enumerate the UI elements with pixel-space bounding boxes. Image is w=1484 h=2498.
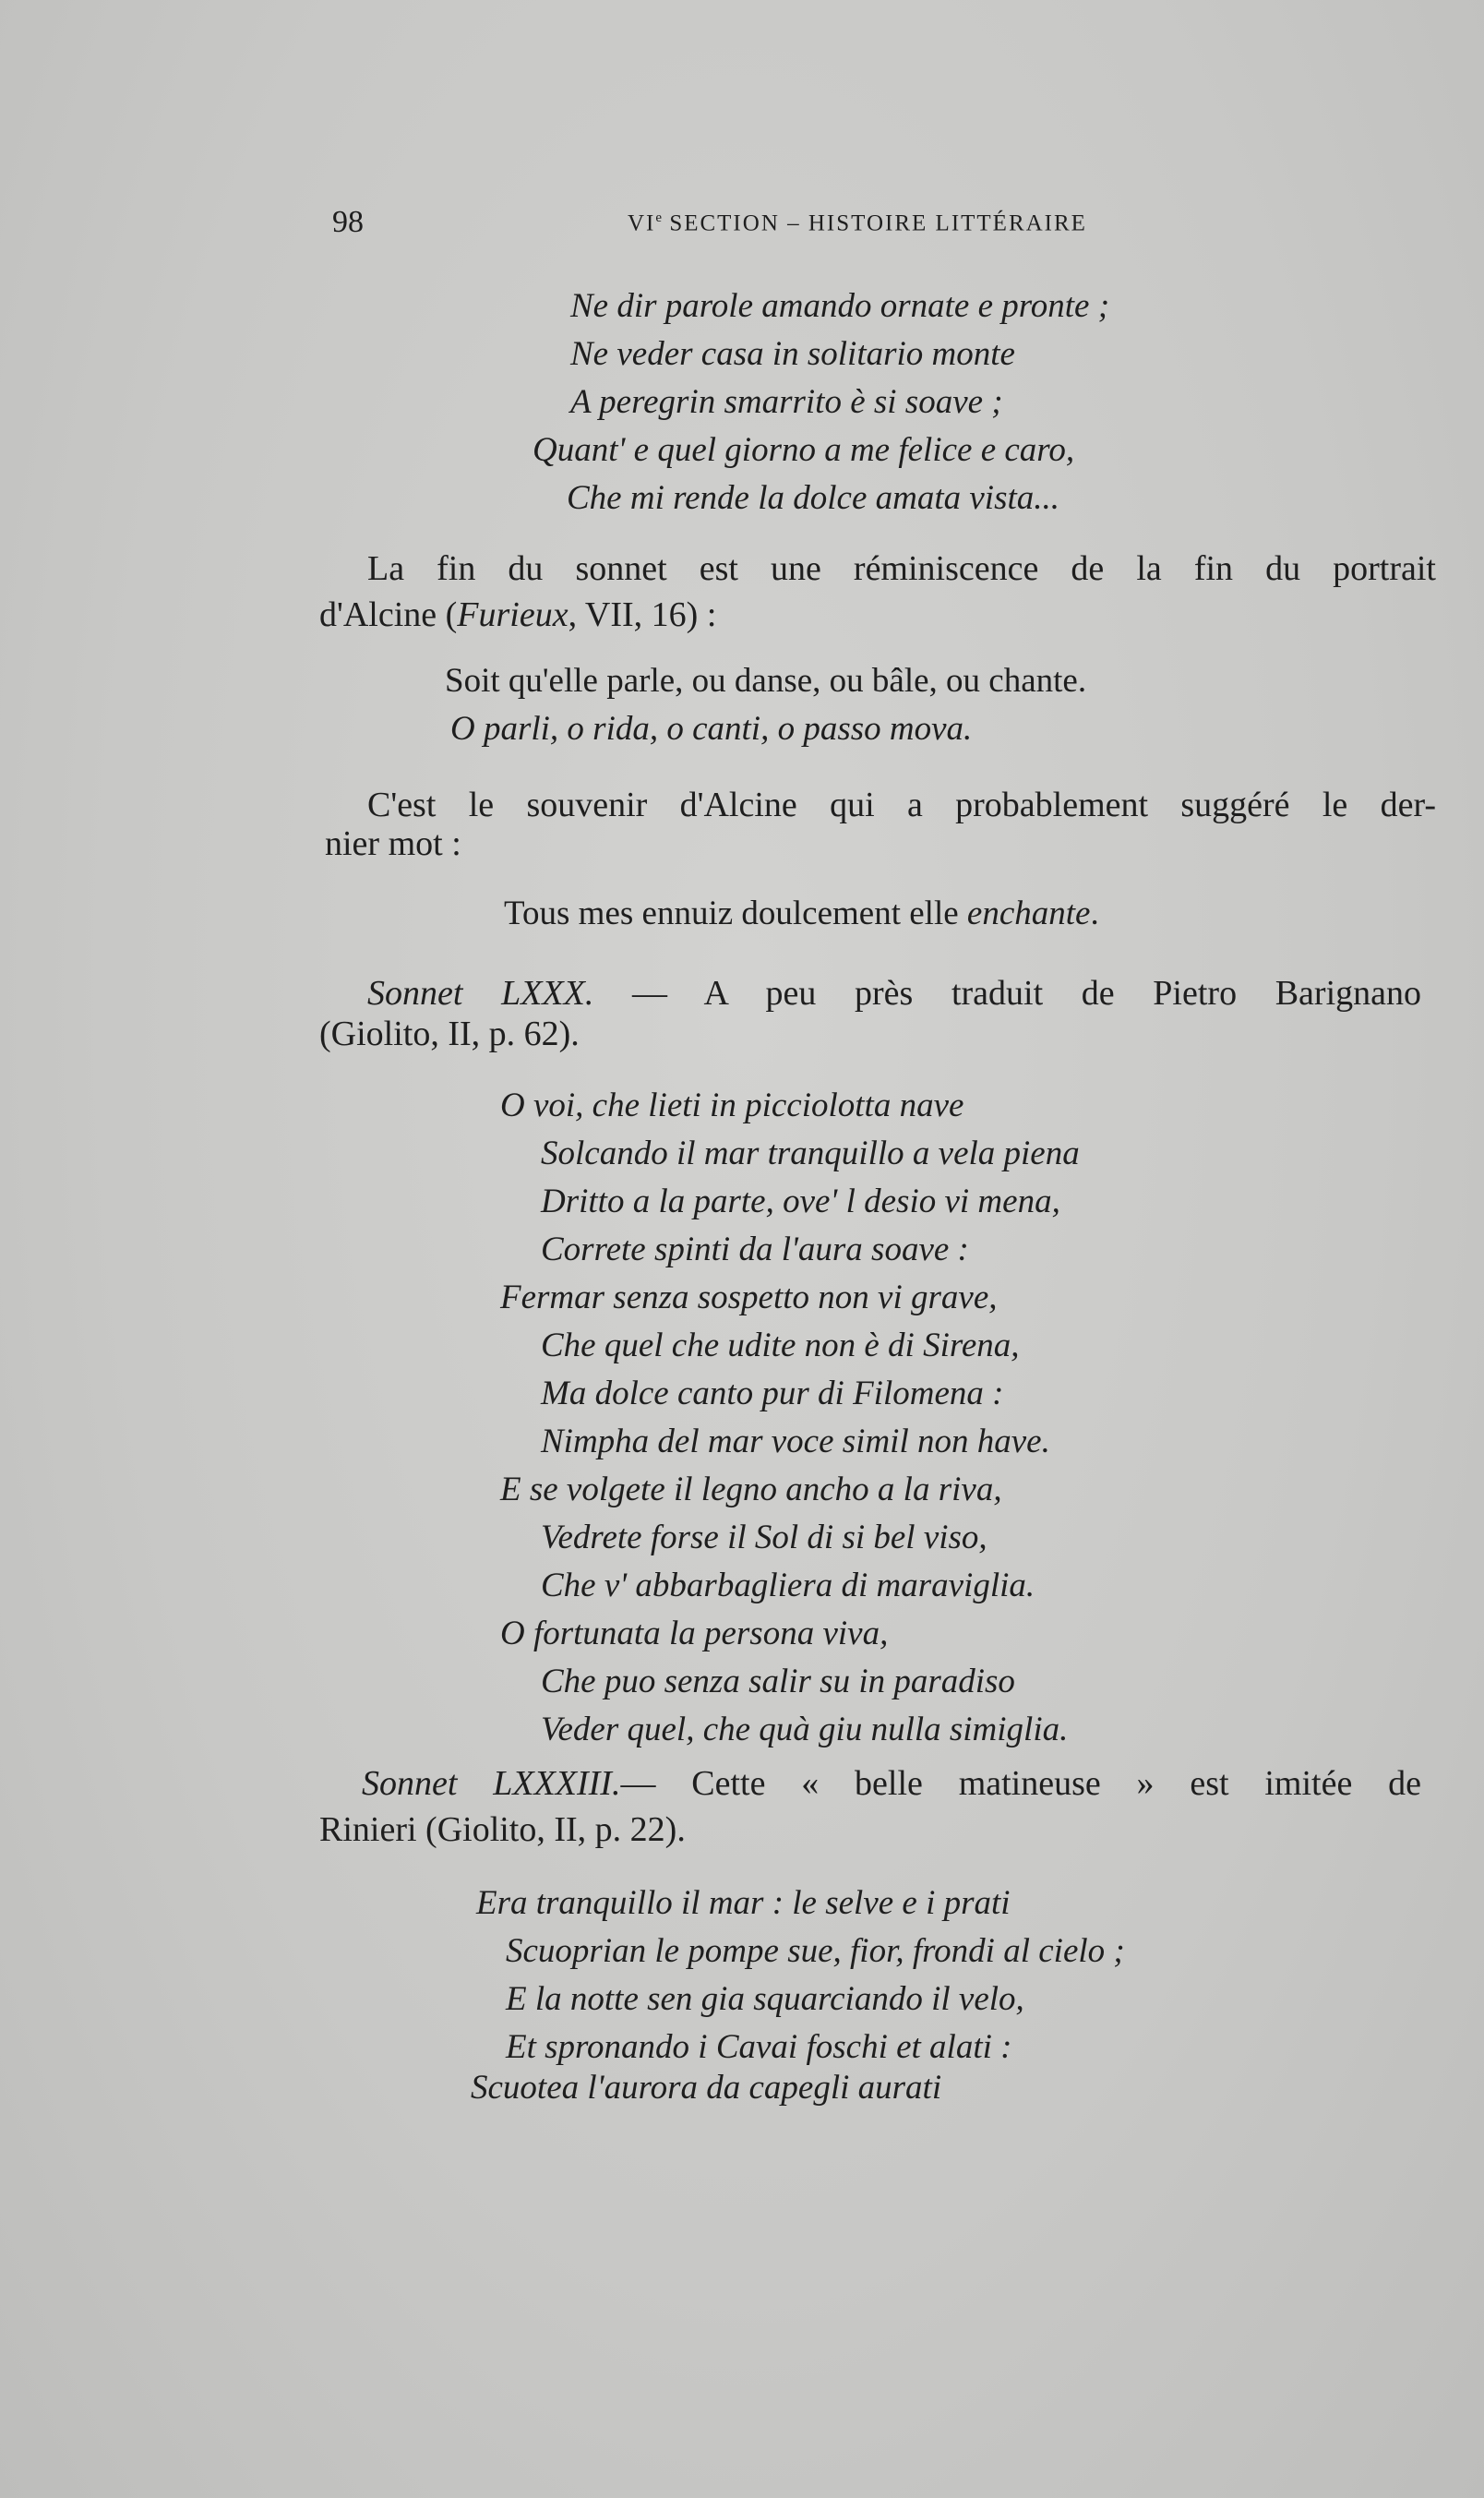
poem1-line: O voi, che lieti in picciolotta nave: [500, 1087, 964, 1124]
poem1-line: Solcando il mar tranquillo a vela piena: [541, 1135, 1080, 1172]
paragraph-line: Rinieri (Giolito, II, p. 22).: [319, 1810, 686, 1849]
text-run: — A peu près traduit de Pietro Barignano: [593, 974, 1421, 1013]
section-suffix: e: [655, 210, 663, 225]
quote1-line: Ne dir parole amando ornate e pronte ;: [570, 287, 1110, 325]
poem1-line: Ma dolce canto pur di Filomena :: [541, 1375, 1004, 1412]
section-numeral: VI: [628, 210, 656, 236]
poem1-line: Correte spinti da l'aura soave :: [541, 1231, 969, 1268]
text-run: .: [1090, 895, 1099, 932]
paragraph-line: nier mot :: [325, 824, 461, 863]
poem1-line: Dritto a la parte, ove' l desio vi mena,: [541, 1183, 1060, 1220]
paragraph-line: C'est le souvenir d'Alcine qui a probablement suggéré le der-: [367, 786, 1436, 824]
poem1-line: Veder quel, che quà giu nulla simiglia.: [541, 1711, 1069, 1748]
sonnet-reference: Sonnet LXXXIII.: [362, 1764, 621, 1803]
running-title: SECTION – HISTOIRE LITTÉRAIRE: [662, 210, 1087, 236]
quote1-line: Quant' e quel giorno a me felice e caro,: [533, 431, 1075, 469]
sonnet-reference: Sonnet LXXX.: [367, 974, 594, 1013]
text-run: — Cette « belle matineuse » est imitée de: [620, 1764, 1421, 1803]
paragraph-line: (Giolito, II, p. 62).: [319, 1015, 580, 1053]
poem1-line: Che puo senza salir su in paradiso: [541, 1663, 1015, 1700]
poem2-line: Scuoprian le pompe sue, fior, frondi al cielo ;: [506, 1932, 1125, 1970]
poem2-line: Scuotea l'aurora da capegli aurati: [471, 2069, 942, 2107]
poem2-line: E la notte sen gia squarciando il velo,: [506, 1980, 1024, 2018]
text-run: d'Alcine (: [319, 595, 458, 634]
italic-word: enchante: [966, 895, 1091, 932]
quote1-line: Ne veder casa in solitario monte: [570, 335, 1015, 373]
page-number: 98: [332, 205, 364, 239]
text-run: Tous mes ennuiz doulcement elle: [504, 895, 967, 932]
poem1-line: E se volgete il legno ancho a la riva,: [500, 1471, 1002, 1508]
paragraph-line: [319, 594, 716, 635]
paragraph-line: La fin du sonnet est une réminiscence de la fin du portrait: [367, 549, 1436, 588]
poem1-line: Vedrete forse il Sol di si bel viso,: [541, 1519, 987, 1556]
running-head: [628, 210, 1087, 236]
quote2-french: Soit qu'elle parle, ou danse, ou bâle, ou chante.: [445, 662, 1087, 700]
poem1-line: O fortunata la persona viva,: [500, 1615, 889, 1652]
text-run: , VII, 16) :: [568, 595, 717, 634]
quote1-line: A peregrin smarrito è si soave ;: [570, 383, 1003, 421]
quote3-line: [504, 894, 1099, 933]
poem1-line: Fermar senza sospetto non vi grave,: [500, 1279, 998, 1316]
poem2-line: Et spronando i Cavai foschi et alati :: [506, 2028, 1012, 2066]
paragraph-line: [362, 1763, 1421, 1804]
poem1-line: Che quel che udite non è di Sirena,: [541, 1327, 1020, 1364]
quote1-line: Che mi rende la dolce amata vista...: [567, 479, 1060, 517]
poem1-line: Che v' abbarbagliera di maraviglia.: [541, 1567, 1035, 1604]
poem1-line: Nimpha del mar voce simil non have.: [541, 1423, 1050, 1460]
quote2-italian: O parli, o rida, o canti, o passo mova.: [450, 710, 973, 748]
work-title: Furieux: [457, 595, 568, 634]
poem2-line: Era tranquillo il mar : le selve e i prati: [476, 1884, 1011, 1922]
paragraph-line: [367, 973, 1421, 1014]
page-header: [332, 205, 1163, 251]
